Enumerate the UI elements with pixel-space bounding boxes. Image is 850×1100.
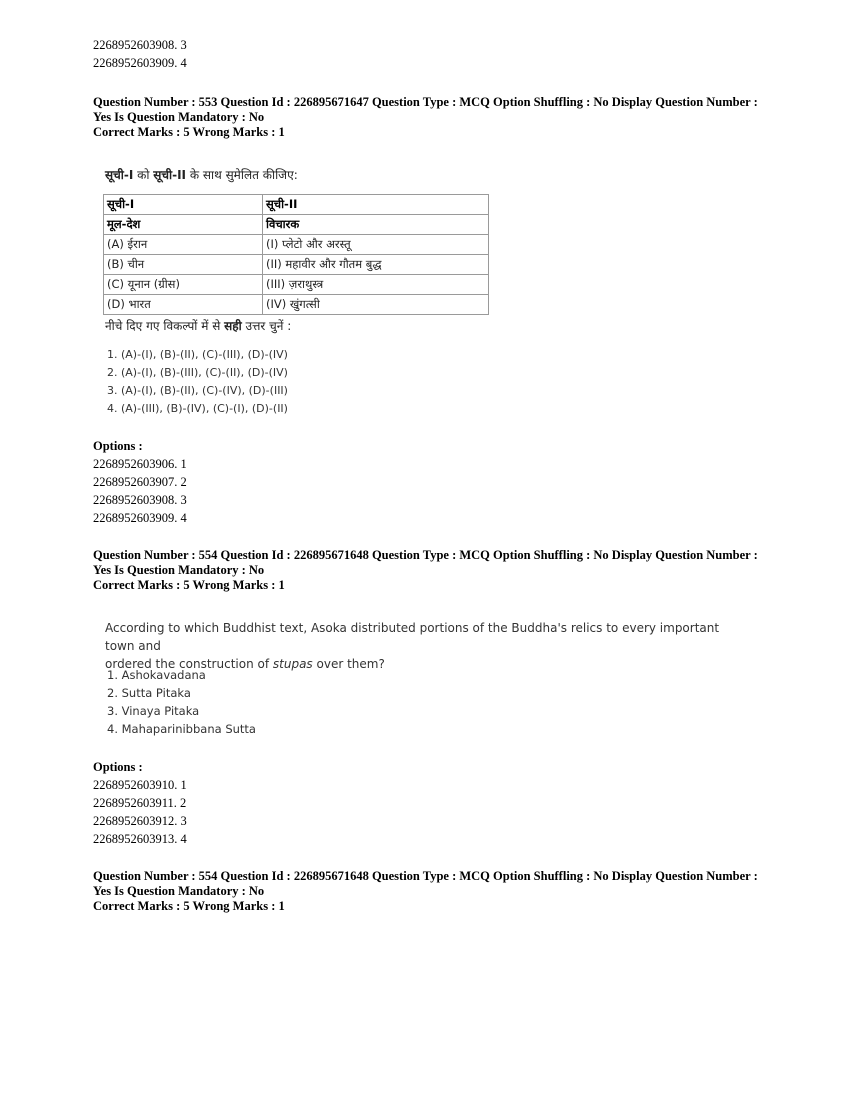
marks-line: Correct Marks : 5 Wrong Marks : 1 xyxy=(93,899,285,913)
options-label: Options : xyxy=(93,439,143,453)
list-two-label: सूची-II xyxy=(153,168,187,182)
option-line: 2268952603912. 3 xyxy=(93,814,187,828)
answer-choice: 1. Ashokavadana xyxy=(107,668,206,682)
question-header-554-repeat xyxy=(93,869,773,914)
table-cell: (D) भारत xyxy=(104,295,263,315)
option-line: 2268952603909. 4 xyxy=(93,56,187,70)
table-cell: (II) महावीर और गौतम बुद्ध xyxy=(263,255,489,275)
table-header-row xyxy=(104,195,489,215)
table-cell: सूची-I xyxy=(104,195,263,215)
emphasis-text: सही xyxy=(224,319,242,333)
question-fragment: over them? xyxy=(312,657,385,671)
option-line: 2268952603911. 2 xyxy=(93,796,187,810)
answer-choice: 3. Vinaya Pitaka xyxy=(107,704,200,718)
answer-choice: 2. Sutta Pitaka xyxy=(107,686,191,700)
question-meta: Question Number : 553 Question Id : 226895671647 Question Type : MCQ Option Shuffling : No Display Question Number : Yes Is Question Mandatory : No xyxy=(93,95,758,124)
table-cell: (I) प्लेटो और अरस्तू xyxy=(263,235,489,255)
answer-choice: 2. (A)-(I), (B)-(III), (C)-(II), (D)-(IV) xyxy=(107,366,288,379)
question-meta: Question Number : 554 Question Id : 226895671648 Question Type : MCQ Option Shuffling : No Display Question Number : Yes Is Question Mandatory : No xyxy=(93,548,758,577)
table-cell: (III) ज़राथुस्त्र xyxy=(263,275,489,295)
list-one-label: सूची-I xyxy=(105,168,134,182)
question-line: According to which Buddhist text, Asoka distributed portions of the Buddha's relics to every important town and xyxy=(105,621,720,653)
question-fragment: ordered the construction of xyxy=(105,657,273,671)
table-cell: सूची-II xyxy=(263,195,489,215)
instruction-text: को xyxy=(133,168,154,182)
answer-choice: 3. (A)-(I), (B)-(II), (C)-(IV), (D)-(III) xyxy=(107,384,288,397)
marks-line: Correct Marks : 5 Wrong Marks : 1 xyxy=(93,578,285,592)
question-meta: Question Number : 554 Question Id : 226895671648 Question Type : MCQ Option Shuffling : No Display Question Number : Yes Is Question Mandatory : No xyxy=(93,869,758,898)
table-row xyxy=(104,295,489,315)
answer-choice: 4. (A)-(III), (B)-(IV), (C)-(I), (D)-(II) xyxy=(107,402,288,415)
table-cell: विचारक xyxy=(263,215,489,235)
options-label: Options : xyxy=(93,760,143,774)
instruction-text: उत्तर चुनें : xyxy=(241,319,292,333)
instruction-text: के साथ सुमेलित कीजिए: xyxy=(186,168,298,182)
option-line: 2268952603908. 3 xyxy=(93,38,187,52)
table-row xyxy=(104,235,489,255)
question-header-553 xyxy=(93,95,773,140)
answer-choice: 1. (A)-(I), (B)-(II), (C)-(III), (D)-(IV) xyxy=(107,348,288,361)
option-line: 2268952603910. 1 xyxy=(93,778,187,792)
table-cell: (A) ईरान xyxy=(104,235,263,255)
table-cell: (IV) खुंगत्सी xyxy=(263,295,489,315)
table-cell: (C) यूनान (ग्रीस) xyxy=(104,275,263,295)
italic-term: stupas xyxy=(272,657,313,671)
table-row xyxy=(104,275,489,295)
table-subheader-row xyxy=(104,215,489,235)
option-line: 2268952603913. 4 xyxy=(93,832,187,846)
instruction-text: नीचे दिए गए विकल्पों में से xyxy=(105,319,225,333)
question-instruction xyxy=(105,166,298,183)
option-line: 2268952603907. 2 xyxy=(93,475,187,489)
question-text xyxy=(105,619,725,673)
question-header-554 xyxy=(93,548,773,593)
option-line: 2268952603906. 1 xyxy=(93,457,187,471)
option-line: 2268952603908. 3 xyxy=(93,493,187,507)
marks-line: Correct Marks : 5 Wrong Marks : 1 xyxy=(93,125,285,139)
option-line: 2268952603909. 4 xyxy=(93,511,187,525)
choose-instruction xyxy=(105,317,291,334)
table-cell: मूल-देश xyxy=(104,215,263,235)
table-cell: (B) चीन xyxy=(104,255,263,275)
answer-choice: 4. Mahaparinibbana Sutta xyxy=(107,722,256,736)
table-row xyxy=(104,255,489,275)
matching-table xyxy=(103,194,489,315)
